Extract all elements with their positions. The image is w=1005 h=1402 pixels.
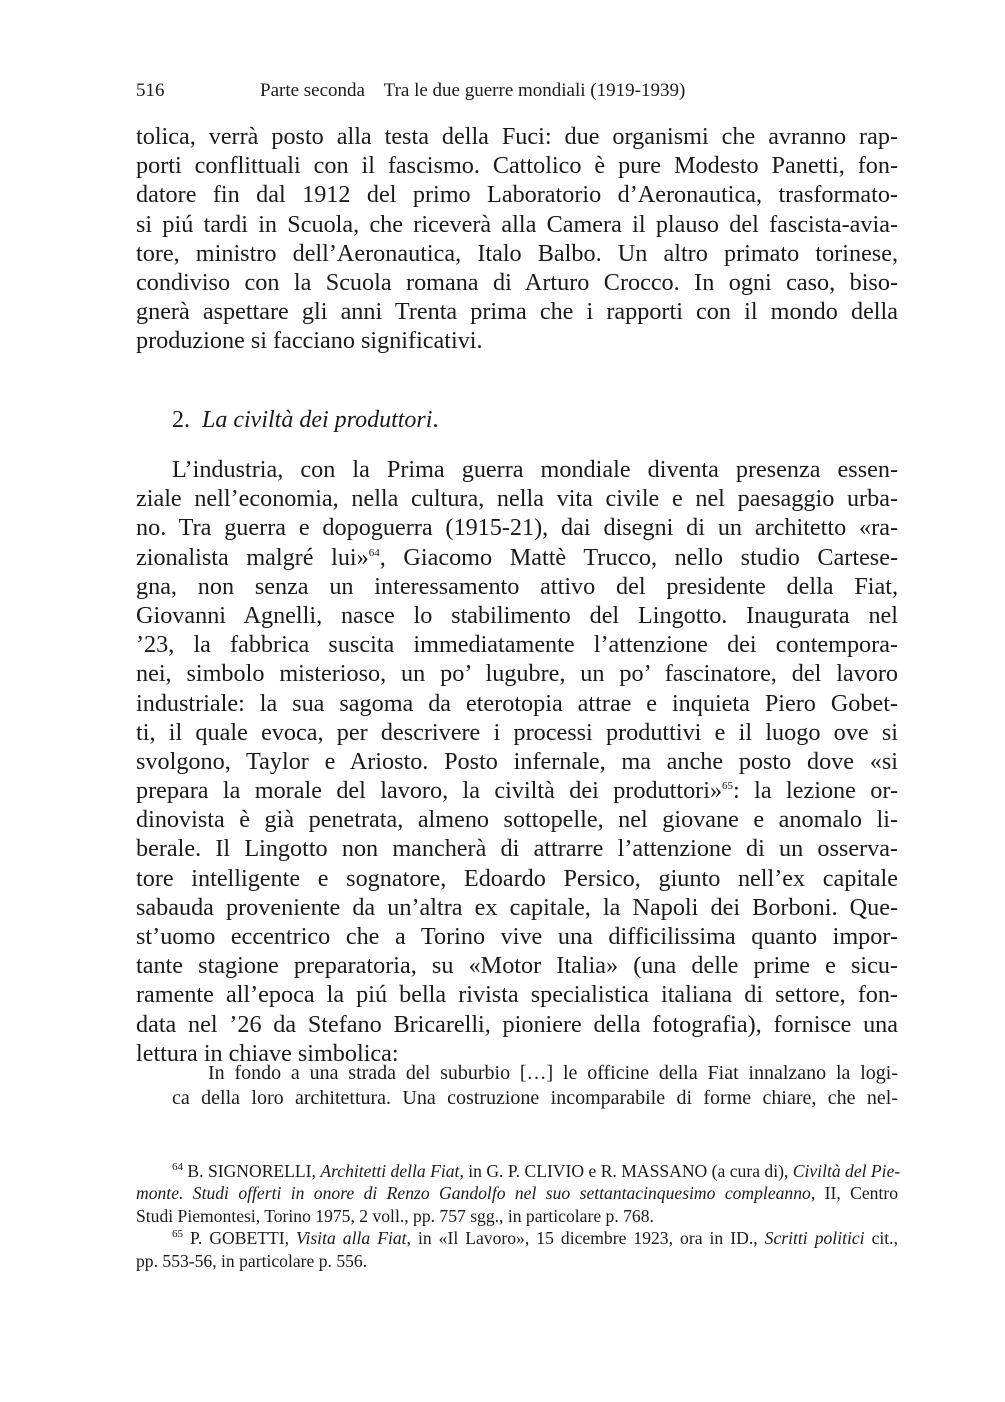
footnote-line [136,1182,898,1204]
text-line: industriale: la sua sagoma da eterotopia attrae e inquieta Piero Gobet- [136,689,898,717]
text-span: , Giacomo Mattè Trucco, nello studio Cartese- [379,543,899,571]
text-line [136,776,898,805]
text-line: ziale nell’economia, nella cultura, nella vita civile e nel paesaggio urba- [136,485,898,513]
section-heading [172,407,438,434]
text-line: svolgono, Taylor e Ariosto. Posto infernale, ma anche posto dove «si [136,747,898,775]
text-line: gna, non senza un interessamento attivo del presidente della Fiat, [136,572,898,600]
text-span: , [284,1228,296,1249]
text-line: tore intelligente e sognatore, Edoardo Persico, giunto nell’ex capitale [136,864,898,892]
work-title: Civiltà del Pie- [792,1161,901,1181]
text-line: no. Tra guerra e dopoguerra (1915-21), dai disegni di un architetto «ra- [136,514,898,542]
section-title-period: . [432,407,439,433]
text-span: , [311,1161,321,1181]
text-line: tolica, verrà posto alla testa della Fuci: due organismi che avranno rap- [136,123,898,150]
author: ID. [730,1228,754,1249]
text-span: (a cura di), [707,1161,793,1181]
text-line: si piú tardi in Scuola, che riceverà alla Camera il plauso del fascista-avia- [136,210,898,238]
block-quote [172,1061,898,1111]
text-line [136,543,898,572]
text-span: , in [459,1161,487,1181]
footnote-line: pp. 553-56, in particolare p. 556. [136,1250,368,1271]
text-line: ti, il quale evoca, per descrivere i processi produttivi e il luogo ove si [136,718,898,746]
editor: G. P. CLIVIO [486,1161,585,1181]
footnote-mark: 65 [172,1228,183,1241]
text-line: L’industria, con la Prima guerra mondiale diventa presenza essen- [172,456,898,483]
editor: R. MASSANO [600,1161,708,1181]
text-span: e [584,1161,601,1181]
text-line: st’uomo eccentrico che a Torino vive una difficilissima quanto impor- [136,923,898,950]
text-line: porti conflittuali con il fascismo. Cattolico è pure Modesto Panetti, fon- [136,152,898,180]
text-line: datore fin dal 1912 del primo Laboratorio d’Aeronautica, trasformato- [136,181,898,209]
text-line: nei, simbolo misterioso, un po’ lugubre, un po’ fascinatore, del lavoro [136,660,898,688]
section-number: 2. [172,407,190,433]
text-span: , in «Il Lavoro», 15 dicembre 1923, ora in [406,1228,731,1249]
text-line: berale. Il Lingotto non mancherà di attrarre l’attenzione di un osserva- [136,835,898,863]
author: B. SIGNORELLI [187,1161,312,1181]
text-span: , II, Centro [810,1183,899,1204]
work-title: Scritti politici [764,1228,865,1249]
text-line: data nel ’26 da Stefano Bricarelli, pioniere della fotografia), fornisce una [136,1010,898,1038]
text-span: : la lezione or- [733,777,898,805]
footnote-ref-64[interactable]: 64 [368,546,380,559]
text-line: condiviso con la Scuola romana di Arturo Crocco. In ogni caso, biso- [136,268,898,296]
section-title: La civiltà dei produttori [202,407,433,433]
work-title: Visita alla Fiat [296,1228,407,1249]
text-line: ’23, la fabbrica suscita immediatamente l’attenzione dei contempora- [136,631,898,659]
footnote-ref-65[interactable]: 65 [722,780,734,792]
work-title: monte. Studi offerti in onore di Renzo Gandolfo nel suo settantacinquesimo compleanno [136,1183,811,1204]
page-number: 516 [136,80,165,101]
text-line: produzione si facciano significativi. [136,327,483,355]
text-span: prepara la morale del lavoro, la civiltà dei produttori» [136,777,723,805]
text-line: tore, ministro dell’Aeronautica, Italo Balbo. Un altro primato torinese, [136,239,898,267]
text-span: , [753,1228,765,1249]
text-line: Giovanni Agnelli, nasce lo stabilimento del Lingotto. Inaugurata nel [136,601,898,629]
quote-line: ca della loro architettura. Una costruzione incomparabile di forme chiare, che nel- [172,1087,898,1109]
text-line: tante stagione preparatoria, su «Motor Italia» (una delle prime e sicu- [136,952,898,980]
footnotes [136,1160,901,1272]
author: P. GOBETTI [190,1228,285,1249]
work-title: Architetti della Fiat [320,1161,460,1181]
text-line: gnerà aspettare gli anni Trenta prima che i rapporti con il mondo della [136,298,898,326]
text-line: ramente all’epoca la piú bella rivista specialistica italiana di settore, fon- [136,981,898,1009]
paragraph-continued [136,122,898,356]
paragraph-main [136,455,898,1068]
text-line: sabauda proveniente da un’altra ex capitale, la Napoli dei Borboni. Que- [136,893,898,921]
text-span: zionalista malgré lui» [136,543,369,571]
footnote-64 [136,1160,901,1182]
footnote-line: Studi Piemontesi, Torino 1975, 2 voll., pp. 757 sgg., in particolare p. 768. [136,1205,654,1226]
text-line: dinovista è già penetrata, almeno sottopelle, nel giovane e anomalo li- [136,806,898,834]
footnote-mark: 64 [172,1161,183,1174]
text-span: cit., [864,1228,898,1249]
quote-line: In fondo a una strada del suburbio […] le officine della Fiat innalzano la logi- [208,1062,898,1084]
running-head-title: Parte seconda Tra le due guerre mondiali (1919-1939) [260,80,686,101]
footnote-65 [136,1227,898,1249]
text-line: lettura in chiave simbolica: [136,1039,399,1067]
